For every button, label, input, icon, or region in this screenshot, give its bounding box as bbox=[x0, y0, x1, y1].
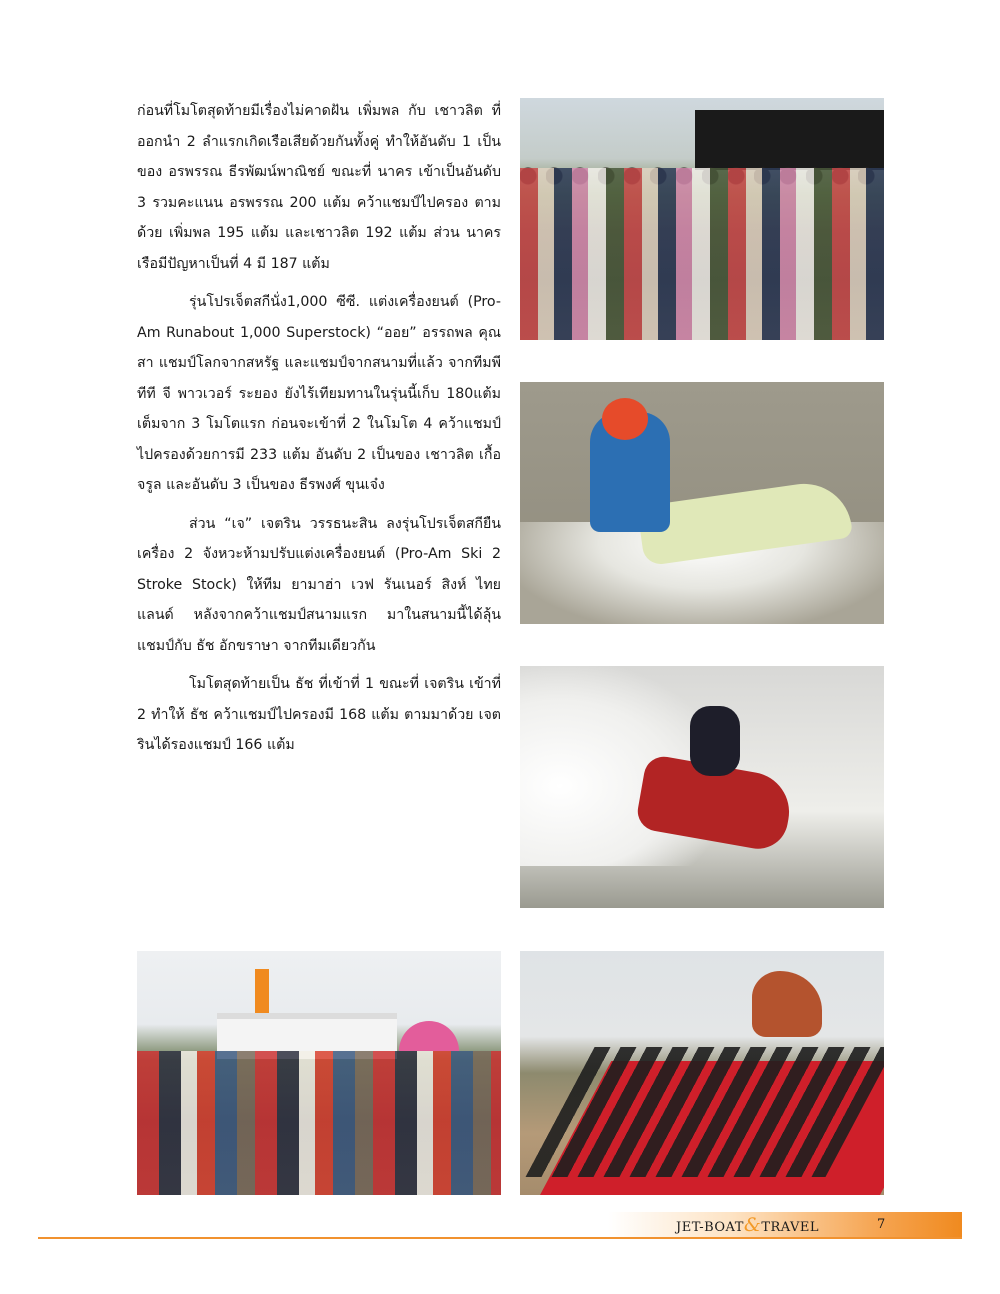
brand-left: JET-BOAT bbox=[676, 1220, 744, 1235]
footer-brand bbox=[676, 1213, 819, 1237]
page-number: 7 bbox=[877, 1217, 886, 1232]
footer-rule bbox=[38, 1237, 962, 1239]
article-paragraph: โมโตสุดท้ายเป็น ธัช ที่เข้าที่ 1 ขณะที่ เจตริน เข้าที่ 2 ทำให้ ธัช คว้าแชมป์ไปครองมี 168 แต้ม ตามมาด้วย เจตรินได้รองแชมป์ 166 แต้ม bbox=[137, 676, 501, 753]
article-paragraph: ก่อนที่โมโตสุดท้ายมีเรื่องไม่คาดฝัน เพิ่มพล กับ เชาวลิต ที่ออกนำ 2 ลำแรกเกิดเรือเสียด้วยกันทั้งคู่ ทำให้อันดับ 1 เป็นของ อรพรรณ ธีรพัฒน์พาณิชย์ ขณะที่ นาคร เข้าเป็นอันดับ 3 รวมคะแนน อรพรรณ 200 แต้ม คว้าแชมป์ไปครอง ตามด้วย เพิ่มพล 195 แต้ม และเชาวลิต 192 แต้ม ส่วน นาคร เรือมีปัญหาเป็นที่ 4 มี 187 แต้ม bbox=[137, 103, 501, 272]
photo-jetski-rider-yellow bbox=[520, 382, 884, 624]
article-paragraph: รุ่นโปรเจ็ตสกีนั่ง1,000 ซีซี. แต่งเครื่องยนต์ (Pro-Am Runabout 1,000 Superstock) “ออย” อรรถพล คุณสา แชมป์โลกจากสหรัฐ และแชมป์จากสนามที่แล้ว จากทีมพีทีที จี พาวเวอร์ ระยอง ยังไร้เทียมทานในรุ่นนี้เก็บ 180แต้มเต็มจาก 3 โมโตแรก ก่อนจะเข้าที่ 2 ในโมโต 4 คว้าแชมป์ไปครองด้วยการมี 233 แต้ม อันดับ 2 เป็นของ เชาวลิต เกื้อจรูล และอันดับ 3 เป็นของ ธีรพงศ์ ขุนเจ๋ง bbox=[137, 294, 501, 493]
photo-group-ceremony bbox=[520, 98, 884, 340]
brand-right: TRAVEL bbox=[761, 1220, 820, 1235]
article-paragraph: ส่วน “เจ” เจตริน วรรธนะสิน ลงรุ่นโปรเจ็ตสกียืนเครื่อง 2 จังหวะห้ามปรับแต่งเครื่องยนต์ (Pro-Am Ski 2 Stroke Stock) ให้ทีม ยามาฮ่า เวฟ รันเนอร์ สิงห์ ไทยแลนด์ หลังจากคว้าแชมป์สนามแรก มาในสนามนี้ได้ลุ้นแชมป์กับ ธัช อักขราษา จากทีมเดียวกัน bbox=[137, 515, 501, 654]
photo-jetski-rider-red bbox=[520, 666, 884, 908]
photo-group-tents bbox=[137, 951, 501, 1195]
brand-ampersand: & bbox=[743, 1214, 762, 1236]
article-body bbox=[137, 96, 501, 769]
photo-trophies bbox=[520, 951, 884, 1195]
